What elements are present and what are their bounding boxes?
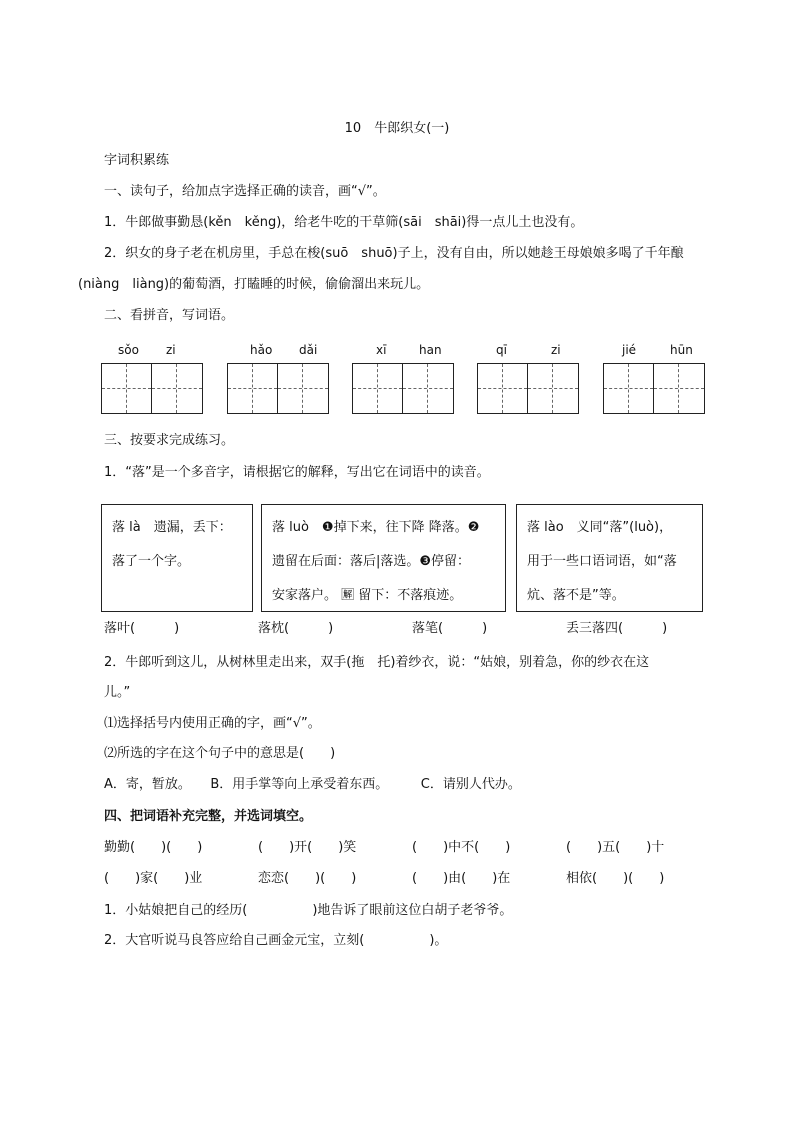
q3-options: A．寄，暂放。 B．用手掌等向上承受着东西。 C．请别人代办。	[104, 777, 521, 792]
pinyin: qī	[496, 343, 507, 357]
definition-box	[516, 504, 703, 612]
writing-grid[interactable]	[227, 363, 329, 414]
q4-heading: 四、把词语补充完整，并选词填空。	[104, 809, 313, 824]
definition-line: 落 luò ❶掉下来，往下降 降落。❷	[272, 520, 480, 535]
word-blank[interactable]: 落笔( )	[412, 621, 488, 636]
pinyin: han	[419, 343, 442, 357]
q1-heading: 一、读句子，给加点字选择正确的读音，画“√”。	[104, 184, 386, 199]
pinyin-row	[0, 341, 794, 359]
pinyin: hūn	[670, 343, 693, 357]
writing-grid[interactable]	[603, 363, 705, 414]
pinyin: jié	[622, 343, 637, 357]
q3-sub2-line2: 儿。”	[104, 685, 131, 700]
definition-line: 落 lào 义同“落”(luò)，	[527, 520, 673, 535]
q1-line2: 2．织女的身子老在机房里，手总在梭(suō shuō)子上，没有自由，所以她趁王母娘娘多喝了千年酿	[104, 246, 684, 261]
word-blank[interactable]: 落叶( )	[104, 621, 180, 636]
idiom-blank[interactable]: ( )中不( )	[412, 840, 511, 855]
idiom-blank[interactable]: 勤勤( )( )	[104, 840, 203, 855]
definition-line: 安家落户。 🈖 留下：不落痕迹。	[272, 588, 463, 603]
definition-box	[101, 504, 253, 612]
pinyin: xī	[376, 343, 387, 357]
writing-grid[interactable]	[352, 363, 454, 414]
word-blank[interactable]: 丢三落四( )	[566, 621, 668, 636]
q4-line2: 2．大官听说马良答应给自己画金元宝，立刻( )。	[104, 933, 448, 948]
q2-heading: 二、看拼音，写词语。	[104, 308, 235, 323]
idiom-blank[interactable]: ( )家( )业	[104, 871, 203, 886]
q4-line1: 1．小姑娘把自己的经历( )地告诉了眼前这位白胡子老爷爷。	[104, 903, 513, 918]
definition-line: 用于一些口语词语，如“落	[527, 554, 677, 569]
section-label: 字词积累练	[104, 153, 170, 168]
idiom-blank[interactable]: ( )五( )十	[566, 840, 665, 855]
word-blank[interactable]: 落枕( )	[258, 621, 334, 636]
idiom-blank[interactable]: 相依( )( )	[566, 871, 665, 886]
definition-line: 炕、落不是”等。	[527, 588, 625, 603]
definition-line: 落了一个字。	[112, 554, 191, 569]
q1-line3: (niàng liàng)的葡萄酒，打瞌睡的时候，偷偷溜出来玩儿。	[78, 277, 430, 292]
q3-sub2-a: ⑴选择括号内使用正确的字，画“√”。	[104, 716, 321, 731]
q1-line1: 1．牛郎做事勤恳(kěn kěng)，给老牛吃的干草筛(sāi shāi)得一点儿土也没有。	[104, 215, 584, 230]
idiom-blank[interactable]: ( )开( )笑	[258, 840, 357, 855]
pinyin: sǒo	[118, 343, 139, 357]
q3-sub2-b: ⑵所选的字在这个句子中的意思是( )	[104, 746, 336, 761]
idiom-blank[interactable]: ( )由( )在	[412, 871, 511, 886]
q3-sub2-line1: 2．牛郎听到这儿，从树林里走出来，双手(拖 托)着纱衣，说：“姑娘，别着急，你的纱衣在这	[104, 655, 650, 670]
definition-box	[261, 504, 506, 612]
q3-heading: 三、按要求完成练习。	[104, 433, 235, 448]
page-title: 10 牛郎织女(一)	[344, 121, 450, 136]
writing-grid[interactable]	[477, 363, 579, 414]
definition-line: 落 là 遗漏，丢下：	[112, 520, 232, 535]
idiom-blank[interactable]: 恋恋( )( )	[258, 871, 357, 886]
pinyin: hǎo	[250, 343, 273, 357]
definition-line: 遗留在后面：落后|落选。❸停留：	[272, 554, 471, 569]
pinyin: zi	[166, 343, 176, 357]
pinyin: dǎi	[299, 343, 318, 357]
pinyin: zi	[551, 343, 561, 357]
q3-sub1: 1．“落”是一个多音字，请根据它的解释，写出它在词语中的读音。	[104, 465, 490, 480]
writing-grid[interactable]	[101, 363, 203, 414]
